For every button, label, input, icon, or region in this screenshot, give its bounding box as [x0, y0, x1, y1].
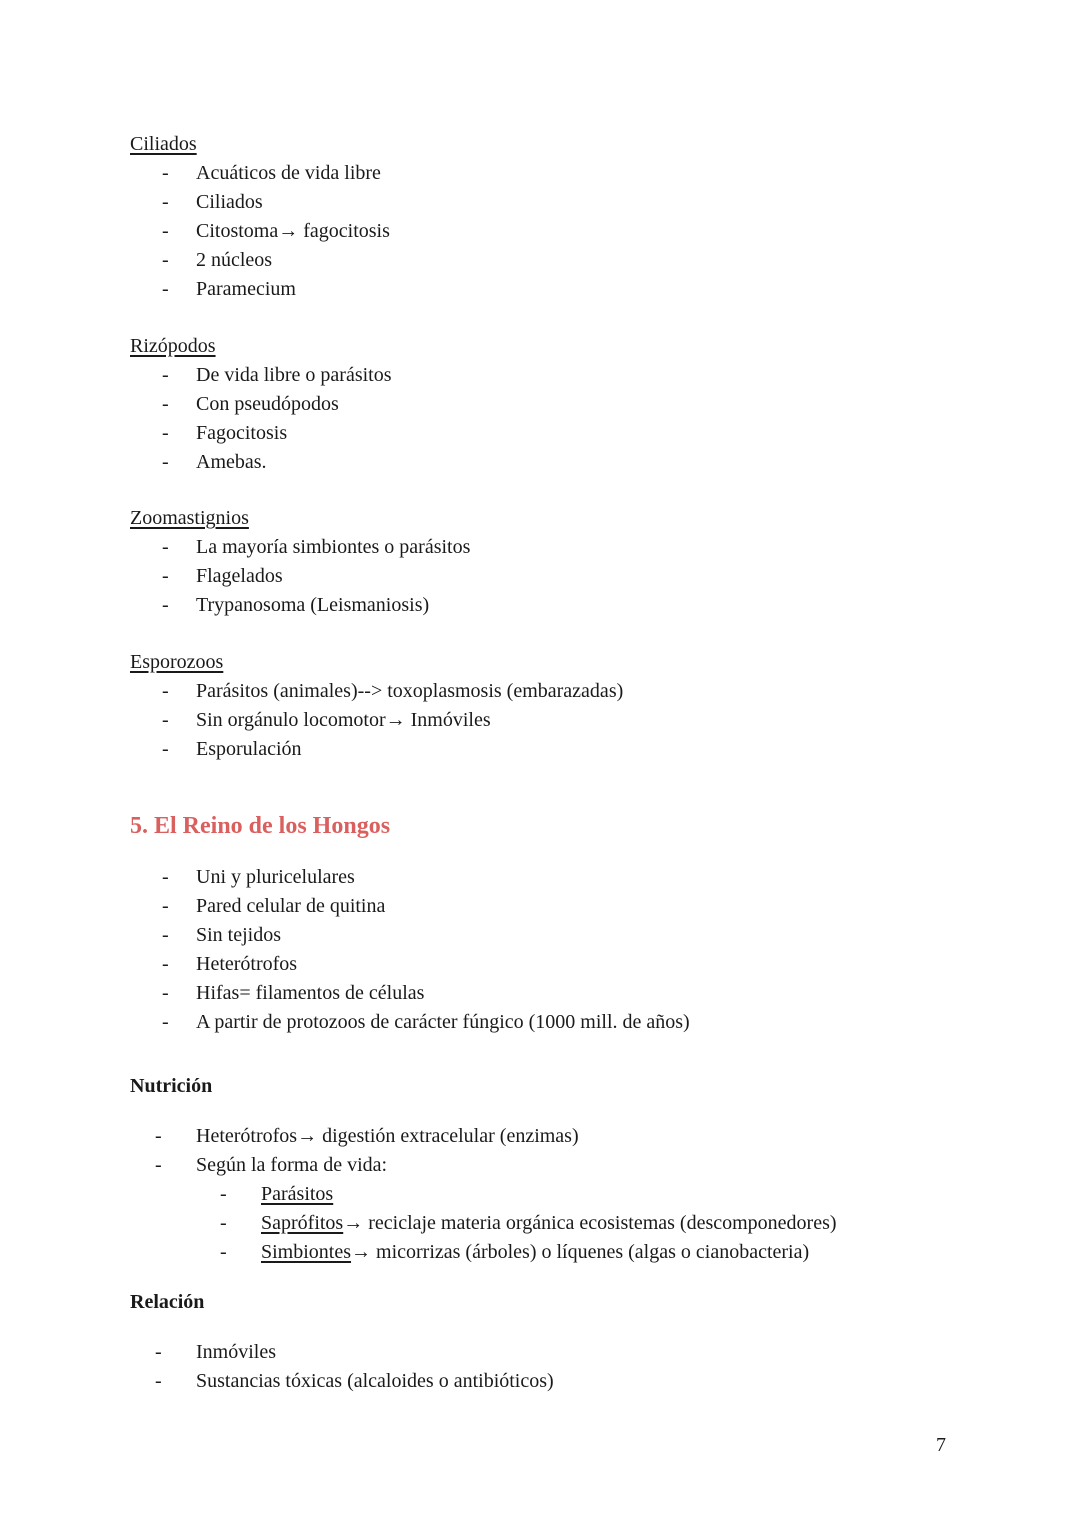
nutricion-heading: Nutrición [130, 1075, 213, 1097]
list-item: Amebas. [196, 451, 267, 473]
bullet-dash: - [162, 680, 169, 702]
sub-item-rest: → reciclaje materia orgánica ecosistemas (descomponedores) [343, 1212, 837, 1234]
list-item: Trypanosoma (Leismaniosis) [196, 594, 430, 616]
bullet-dash: - [162, 451, 169, 473]
list-item: Heterótrofos [196, 953, 298, 975]
list-item: Con pseudópodos [196, 393, 339, 415]
sub-item-term: Saprófitos [261, 1212, 344, 1234]
list-item: Heterótrofos→ digestión extracelular (enzimas) [196, 1125, 579, 1147]
bullet-dash: - [155, 1125, 162, 1147]
sub-item-rest: → micorrizas (árboles) o líquenes (algas o cianobacteria) [351, 1241, 810, 1263]
list-item: Flagelados [196, 565, 283, 587]
bullet-dash: - [162, 738, 169, 760]
page-number: 7 [936, 1434, 946, 1456]
bullet-dash: - [220, 1212, 227, 1234]
bullet-dash: - [162, 393, 169, 415]
section-title-hongos: 5. El Reino de los Hongos [130, 813, 391, 839]
bullet-dash: - [155, 1341, 162, 1363]
bullet-dash: - [162, 982, 169, 1004]
bullet-dash: - [162, 249, 169, 271]
bullet-dash: - [162, 866, 169, 888]
bullet-dash: - [155, 1370, 162, 1392]
list-item: Inmóviles [196, 1341, 276, 1363]
bullet-dash: - [162, 191, 169, 213]
ciliados-heading: Ciliados [130, 133, 197, 155]
relacion-heading: Relación [130, 1291, 205, 1313]
bullet-dash: - [162, 364, 169, 386]
bullet-dash: - [162, 565, 169, 587]
bullet-dash: - [162, 709, 169, 731]
list-item: Parásitos (animales)--> toxoplasmosis (embarazadas) [196, 680, 624, 702]
list-item: Hifas= filamentos de células [196, 982, 425, 1004]
list-item: Sin orgánulo locomotor→ Inmóviles [196, 709, 491, 731]
list-item: Paramecium [196, 278, 296, 300]
bullet-dash: - [162, 278, 169, 300]
bullet-dash: - [162, 895, 169, 917]
zoomastignios-heading: Zoomastignios [130, 507, 249, 529]
sub-item-term: Simbiontes [261, 1241, 352, 1263]
list-item: Esporulación [196, 738, 302, 760]
sub-list-item [261, 1209, 837, 1237]
sub-list-item [261, 1180, 333, 1208]
list-item: De vida libre o parásitos [196, 364, 392, 386]
bullet-dash: - [162, 594, 169, 616]
list-item: La mayoría simbiontes o parásitos [196, 536, 471, 558]
list-item: Pared celular de quitina [196, 895, 386, 917]
bullet-dash: - [162, 220, 169, 242]
bullet-dash: - [162, 162, 169, 184]
bullet-dash: - [220, 1183, 227, 1205]
bullet-dash: - [162, 1011, 169, 1033]
list-item: A partir de protozoos de carácter fúngico (1000 mill. de años) [196, 1011, 690, 1033]
list-item: Ciliados [196, 191, 263, 213]
list-item: Citostoma→ fagocitosis [196, 220, 390, 242]
rizopodos-heading: Rizópodos [130, 335, 216, 357]
list-item: Fagocitosis [196, 422, 288, 444]
sub-list-item [261, 1238, 809, 1266]
bullet-dash: - [162, 924, 169, 946]
bullet-dash: - [162, 953, 169, 975]
esporozoos-heading: Esporozoos [130, 651, 224, 673]
list-item: Acuáticos de vida libre [196, 162, 381, 184]
list-item: 2 núcleos [196, 249, 273, 271]
list-item: Uni y pluricelulares [196, 866, 355, 888]
bullet-dash: - [162, 422, 169, 444]
list-item: Sin tejidos [196, 924, 282, 946]
list-item: Según la forma de vida: [196, 1154, 388, 1176]
bullet-dash: - [162, 536, 169, 558]
bullet-dash: - [220, 1241, 227, 1263]
bullet-dash: - [155, 1154, 162, 1176]
sub-item-term: Parásitos [261, 1183, 334, 1205]
list-item: Sustancias tóxicas (alcaloides o antibióticos) [196, 1370, 554, 1392]
